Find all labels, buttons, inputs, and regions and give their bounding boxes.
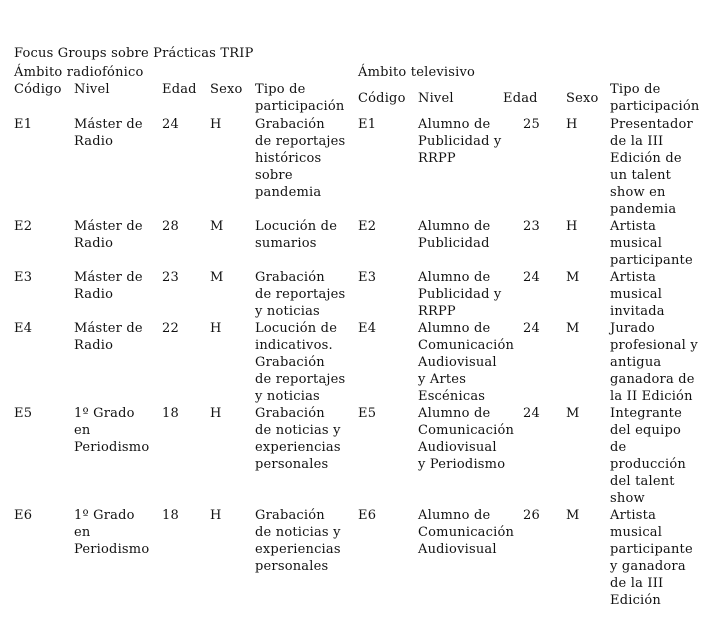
table-row: E3 [14, 270, 33, 285]
table-cell: Alumno de Publicidad y RRPP [418, 270, 502, 319]
table-row: E5 [14, 406, 33, 421]
tv-header-edad: Edad [503, 91, 538, 106]
table-cell: 18 [162, 508, 179, 523]
radio-section-heading: Ámbito radiofónico [14, 65, 144, 80]
tv-header-tipo: Tipo de participación [610, 82, 700, 114]
table-cell: Jurado profesional y antigua ganadora de la II Edición [610, 321, 698, 404]
table-cell: Máster de Radio [74, 219, 143, 251]
radio-header-edad: Edad [162, 82, 197, 97]
table-cell: M [210, 219, 224, 234]
table-cell: Grabación de noticias y experiencias personales [255, 508, 341, 574]
table-cell: 26 [523, 508, 540, 523]
table-cell: Grabación de noticias y experiencias personales [255, 406, 341, 472]
tv-section-heading: Ámbito televisivo [358, 65, 476, 80]
table-cell: M [566, 321, 580, 336]
table-row: E1 [14, 117, 33, 132]
table-row: E6 [14, 508, 33, 523]
table-cell: Alumno de Publicidad y RRPP [418, 117, 502, 166]
table-row: E2 [14, 219, 33, 234]
table-cell: M [566, 406, 580, 421]
table-cell: Locución de indicativos. Grabación de reportajes y noticias [255, 321, 346, 404]
table-cell: 22 [162, 321, 179, 336]
table-cell: Grabación de reportajes históricos sobre pandemia [255, 117, 346, 200]
table-cell: 25 [523, 117, 540, 132]
table-cell: H [210, 321, 222, 336]
table-cell: 24 [523, 406, 540, 421]
table-cell: E6 [358, 508, 377, 523]
table-cell: H [210, 406, 222, 421]
table-cell: Presentador de la III Edición de un talent show en pandemia [610, 117, 693, 217]
table-cell: 18 [162, 406, 179, 421]
table-cell: Alumno de Comunicación Audiovisual y Periodismo [418, 406, 515, 472]
tv-header-sexo: Sexo [566, 91, 599, 106]
table-row: E4 [14, 321, 33, 336]
radio-header-tipo: Tipo de participación [255, 82, 345, 114]
table-cell: E2 [358, 219, 377, 234]
table-cell: E1 [358, 117, 377, 132]
table-cell: H [210, 117, 222, 132]
table-cell: Grabación de reportajes y noticias [255, 270, 346, 319]
table-title: Focus Groups sobre Prácticas TRIP [14, 46, 254, 61]
table-cell: M [566, 270, 580, 285]
table-cell: Artista musical participante [610, 219, 693, 268]
radio-header-sexo: Sexo [210, 82, 243, 97]
tv-header-codigo: Código [358, 91, 406, 106]
table-cell: Locución de sumarios [255, 219, 338, 251]
table-cell: H [566, 117, 578, 132]
table-cell: E3 [358, 270, 377, 285]
table-cell: E5 [358, 406, 377, 421]
table-cell: 1º Grado en Periodismo [74, 508, 150, 557]
table-cell: 1º Grado en Periodismo [74, 406, 150, 455]
table-cell: M [566, 508, 580, 523]
radio-header-nivel: Nivel [74, 82, 110, 97]
table-cell: Máster de Radio [74, 270, 143, 302]
table-cell: Artista musical invitada [610, 270, 665, 319]
table-cell: M [210, 270, 224, 285]
table-cell: 24 [523, 321, 540, 336]
table-cell: Máster de Radio [74, 117, 143, 149]
table-cell: Alumno de Publicidad [418, 219, 491, 251]
table-cell: H [566, 219, 578, 234]
table-cell: 24 [523, 270, 540, 285]
radio-header-codigo: Código [14, 82, 62, 97]
table-cell: Alumno de Comunicación Audiovisual y Artes Escénicas [418, 321, 515, 404]
table-cell: Artista musical participante y ganadora de la III Edición [610, 508, 693, 608]
table-cell: 23 [523, 219, 540, 234]
tv-header-nivel: Nivel [418, 91, 454, 106]
table-cell: E4 [358, 321, 377, 336]
table-cell: Máster de Radio [74, 321, 143, 353]
table-cell: H [210, 508, 222, 523]
table-cell: 23 [162, 270, 179, 285]
table-cell: 24 [162, 117, 179, 132]
table-cell: Integrante del equipo de producción del talent show [610, 406, 686, 506]
table-cell: Alumno de Comunicación Audiovisual [418, 508, 515, 557]
table-cell: 28 [162, 219, 179, 234]
